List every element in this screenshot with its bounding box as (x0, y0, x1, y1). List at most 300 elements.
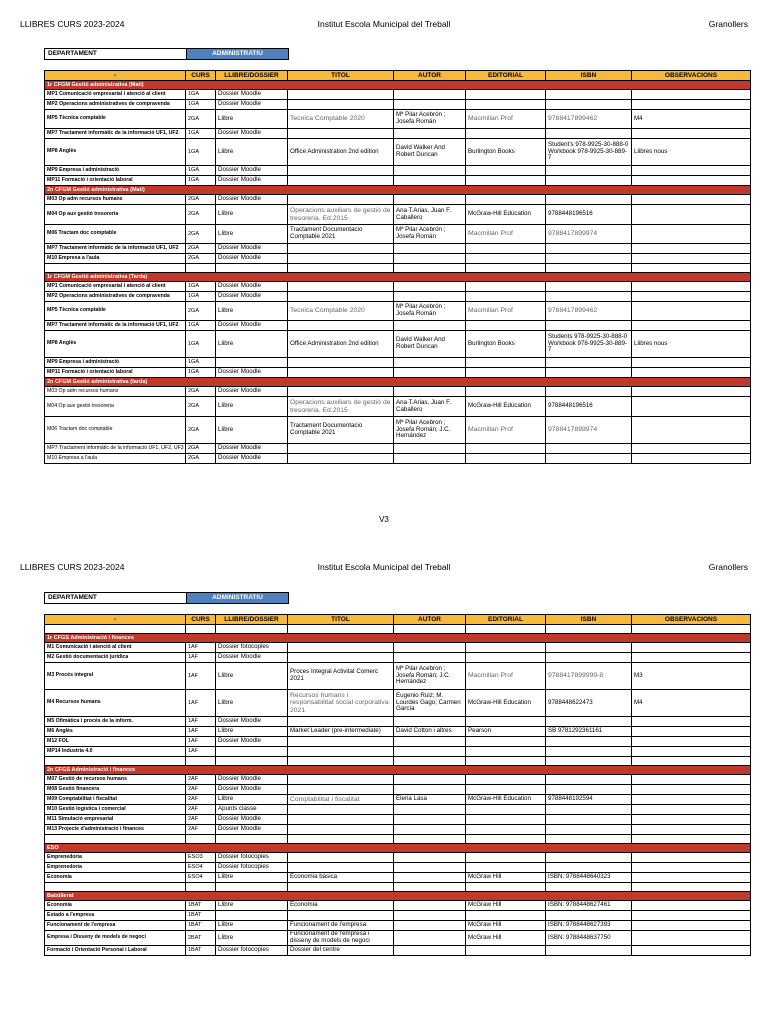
observacions-cell (632, 302, 751, 321)
titol-cell (288, 775, 394, 785)
llibre-cell: Dossier fotocopies (216, 853, 288, 863)
empty-cell (216, 835, 288, 844)
table-row (45, 815, 751, 825)
isbn-cell: 9788417899999-8 (546, 663, 632, 690)
curs-cell: 1GA (186, 129, 216, 139)
page-footer: V3 (379, 515, 389, 524)
module-cell: Emprenedoria (45, 863, 186, 873)
school-name: Institut Escola Municipal del Treball (317, 562, 451, 572)
column-header-row (45, 71, 751, 81)
col-header-llibre: LLIBRE/DOSSIER (216, 71, 288, 81)
table-row (45, 863, 751, 873)
module-cell: M07 Gestió de recursos humans (45, 775, 186, 785)
module-cell: MP7 Tractament informàtic de la informació UF1, UF2 (45, 244, 186, 254)
editorial-cell (466, 643, 546, 653)
llibre-cell: Llibre (216, 663, 288, 690)
table-row (45, 853, 751, 863)
module-cell: MP11 Formació i orientació laboral (45, 176, 186, 186)
table-row (45, 825, 751, 835)
section-header-row (45, 766, 751, 775)
empty-cell (186, 835, 216, 844)
autor-cell (394, 873, 466, 883)
observacions-cell: Llibres nous (632, 331, 751, 358)
curs-cell: 1BAT (186, 921, 216, 931)
isbn-cell: 9788417899974 (546, 225, 632, 244)
module-cell: MP7 Tractament informàtic de la informació UF1, UF2 (45, 321, 186, 331)
isbn-cell (546, 195, 632, 205)
observacions-cell (632, 176, 751, 186)
module-cell: MP14 Industria 4.0 (45, 747, 186, 757)
llibre-cell (216, 358, 288, 368)
curs-cell: 2AF (186, 785, 216, 795)
curs-cell: 1AF (186, 727, 216, 737)
editorial-cell (466, 775, 546, 785)
isbn-cell (546, 737, 632, 747)
autor-cell (394, 387, 466, 397)
page-header-2 (20, 562, 748, 576)
table-row (45, 911, 751, 921)
section-header-row (45, 634, 751, 643)
table-row (45, 690, 751, 717)
curs-cell: 1AF (186, 690, 216, 717)
llibre-cell: Llibre (216, 873, 288, 883)
isbn-cell (546, 387, 632, 397)
module-cell: MP8 Anglès (45, 139, 186, 166)
autor-cell: Mª Pilar Acebrón ; Josefa Román (394, 302, 466, 321)
curs-cell: 2AF (186, 815, 216, 825)
editorial-cell (466, 737, 546, 747)
autor-cell (394, 747, 466, 757)
isbn-cell: 9788448196516 (546, 397, 632, 417)
isbn-cell (546, 166, 632, 176)
section-header-row (45, 844, 751, 853)
page-header-1 (20, 19, 748, 33)
editorial-cell: McGraw-Hill Education (466, 397, 546, 417)
llibre-cell: Dossier Moodle (216, 292, 288, 302)
empty-cell (216, 264, 288, 273)
curs-cell: 1AF (186, 737, 216, 747)
empty-cell (632, 625, 751, 634)
empty-cell (546, 883, 632, 892)
observacions-cell (632, 387, 751, 397)
autor-cell (394, 129, 466, 139)
titol-cell: Tecnica Comptable 2020 (288, 110, 394, 129)
editorial-cell (466, 195, 546, 205)
autor-cell (394, 815, 466, 825)
isbn-cell (546, 254, 632, 264)
table-row (45, 387, 751, 397)
module-cell: MP2 Operacions administratives de compravenda (45, 292, 186, 302)
llibre-cell: Dossier Moodle (216, 785, 288, 795)
col-header-isbn: ISBN (546, 71, 632, 81)
module-cell: MP8 Anglès (45, 331, 186, 358)
empty-cell (632, 883, 751, 892)
table-row (45, 901, 751, 911)
titol-cell (288, 643, 394, 653)
editorial-cell: McGraw-Hill Education (466, 690, 546, 717)
curs-cell: 2AF (186, 775, 216, 785)
editorial-cell: McGraw-Hill Education (466, 795, 546, 805)
titol-cell (288, 176, 394, 186)
titol-cell (288, 90, 394, 100)
llibre-cell: Dossier Moodle (216, 653, 288, 663)
table-row (45, 653, 751, 663)
section-header-row (45, 378, 751, 387)
department-label: DEPARTAMENT (45, 593, 186, 603)
isbn-cell: Student's 978-9925-30-888-0 Workbook 978-9925-30-889-7 (546, 139, 632, 166)
isbn-cell (546, 911, 632, 921)
table-row (45, 139, 751, 166)
col-header-curs: CURS (186, 615, 216, 625)
editorial-cell: Macmillan Prof (466, 110, 546, 129)
module-cell: Formació i Orientació Personal i Laboral (45, 946, 186, 956)
observacions-cell (632, 795, 751, 805)
empty-cell (288, 625, 394, 634)
col-header-isbn: ISBN (546, 615, 632, 625)
titol-cell: Economia bàsica (288, 873, 394, 883)
autor-cell (394, 737, 466, 747)
table-row (45, 931, 751, 946)
autor-cell: Ana T.Arias, Juan F. Caballero (394, 397, 466, 417)
observacions-cell (632, 946, 751, 956)
observacions-cell (632, 853, 751, 863)
autor-cell (394, 368, 466, 378)
section-title: Batxillerat (45, 892, 751, 901)
module-cell: M06 Tractam doc comptable (45, 225, 186, 244)
curs-cell: 1AF (186, 653, 216, 663)
observacions-cell (632, 747, 751, 757)
autor-cell (394, 911, 466, 921)
isbn-cell (546, 176, 632, 186)
curs-cell: 1GA (186, 321, 216, 331)
table-row (45, 225, 751, 244)
empty-cell (45, 883, 186, 892)
curs-cell: 2BAT (186, 931, 216, 946)
module-cell: MP1 Comunicació empresarial i atenció al client (45, 90, 186, 100)
empty-cell (632, 264, 751, 273)
autor-cell (394, 90, 466, 100)
llibre-cell: Llibre (216, 302, 288, 321)
llibre-cell: Dossier Moodle (216, 368, 288, 378)
table-row (45, 444, 751, 454)
isbn-cell (546, 853, 632, 863)
titol-cell: Operacions auxiliars de gestió de tresoreria. Ed.2015 (288, 397, 394, 417)
curs-cell: 1GA (186, 292, 216, 302)
module-cell: M03 Op adm recursos humans (45, 387, 186, 397)
llibre-cell: Dossier Moodle (216, 195, 288, 205)
observacions-cell (632, 205, 751, 225)
isbn-cell (546, 775, 632, 785)
titol-cell (288, 244, 394, 254)
table-row (45, 292, 751, 302)
observacions-cell: M4 (632, 690, 751, 717)
observacions-cell (632, 129, 751, 139)
editorial-cell (466, 244, 546, 254)
observacions-cell (632, 863, 751, 873)
observacions-cell (632, 653, 751, 663)
isbn-cell (546, 643, 632, 653)
blank-row (45, 835, 751, 844)
editorial-cell (466, 946, 546, 956)
llibre-cell: Dossier Moodle (216, 166, 288, 176)
curs-cell: 2GA (186, 195, 216, 205)
blank-row (45, 757, 751, 766)
col-header-observacions: OBSERVACIONS (632, 71, 751, 81)
editorial-cell (466, 100, 546, 110)
titol-cell: Operacions auxiliars de gestió de tresoreria. Ed.2015 (288, 205, 394, 225)
isbn-cell: 9788448622473 (546, 690, 632, 717)
observacions-cell: Llibres nous (632, 139, 751, 166)
books-table-1 (44, 70, 751, 464)
module-cell: M08 Gestió financera (45, 785, 186, 795)
titol-cell (288, 358, 394, 368)
llibre-cell: Llibre (216, 690, 288, 717)
table-row (45, 737, 751, 747)
titol-cell (288, 454, 394, 464)
llibre-cell: Dossier Moodle (216, 244, 288, 254)
llibre-cell: Dossier Moodle (216, 815, 288, 825)
col-header-titol: TITOL (288, 71, 394, 81)
document-title: LLIBRES CURS 2023-2024 (20, 562, 125, 572)
editorial-cell (466, 282, 546, 292)
llibre-cell: Dossier Moodle (216, 775, 288, 785)
isbn-cell (546, 282, 632, 292)
module-cell: M12 FOL (45, 737, 186, 747)
section-title: 1r CFGS Administració i finances (45, 634, 751, 643)
isbn-cell (546, 747, 632, 757)
observacions-cell (632, 100, 751, 110)
isbn-cell (546, 100, 632, 110)
titol-cell (288, 100, 394, 110)
section-header-row (45, 273, 751, 282)
autor-cell (394, 244, 466, 254)
table-row (45, 282, 751, 292)
table-row (45, 663, 751, 690)
editorial-cell (466, 254, 546, 264)
titol-cell (288, 321, 394, 331)
llibre-cell: Dossier Moodle (216, 825, 288, 835)
table-row (45, 331, 751, 358)
module-cell: MP9 Empresa i administració (45, 166, 186, 176)
table-row (45, 921, 751, 931)
table-row (45, 417, 751, 444)
titol-cell (288, 387, 394, 397)
table-row (45, 873, 751, 883)
module-cell: Estado a l'empresa (45, 911, 186, 921)
curs-cell: 2GA (186, 387, 216, 397)
isbn-cell (546, 815, 632, 825)
blank-row (45, 264, 751, 273)
module-cell: Empresa i Disseny de models de negoci (45, 931, 186, 946)
autor-cell (394, 853, 466, 863)
llibre-cell: Dossier fotocopies (216, 946, 288, 956)
isbn-cell: 9788448192594 (546, 795, 632, 805)
curs-cell: 2GA (186, 110, 216, 129)
llibre-cell: Dossier Moodle (216, 321, 288, 331)
titol-cell (288, 254, 394, 264)
department-box-2 (44, 592, 289, 604)
module-cell: M2 Gestió documentació jurídica (45, 653, 186, 663)
titol-cell (288, 195, 394, 205)
autor-cell (394, 100, 466, 110)
llibre-cell: Dossier Moodle (216, 129, 288, 139)
isbn-cell (546, 825, 632, 835)
observacions-cell (632, 417, 751, 444)
section-title: 1r CFGM Gestió administrativa (Matí) (45, 81, 751, 90)
table-row (45, 129, 751, 139)
titol-cell (288, 863, 394, 873)
table-row (45, 368, 751, 378)
editorial-cell (466, 358, 546, 368)
autor-cell: Mª Pilar Acebrón ; Josefa Román (394, 225, 466, 244)
titol-cell (288, 444, 394, 454)
titol-cell: Tractament Documentacio Comptable 2021 (288, 417, 394, 444)
titol-cell (288, 166, 394, 176)
curs-cell: 1GA (186, 90, 216, 100)
titol-cell: Office Administration 2nd edition (288, 331, 394, 358)
autor-cell (394, 825, 466, 835)
module-cell: M10 Empresa a l'aula (45, 454, 186, 464)
curs-cell: 1AF (186, 717, 216, 727)
titol-cell (288, 785, 394, 795)
empty-cell (45, 625, 186, 634)
empty-cell (216, 625, 288, 634)
col-header-llibre: LLIBRE/DOSSIER (216, 615, 288, 625)
observacions-cell (632, 292, 751, 302)
editorial-cell: Macmillan Prof (466, 225, 546, 244)
empty-cell (394, 835, 466, 844)
table-row (45, 195, 751, 205)
autor-cell (394, 785, 466, 795)
document-title: LLIBRES CURS 2023-2024 (20, 19, 125, 29)
isbn-cell: 9788417899462 (546, 110, 632, 129)
module-cell: Economia (45, 901, 186, 911)
curs-cell: 1GA (186, 368, 216, 378)
section-header-row (45, 81, 751, 90)
empty-cell (45, 264, 186, 273)
department-value: ADMINISTRATIU (186, 593, 288, 603)
curs-cell: 1AF (186, 643, 216, 653)
module-cell: M5 Ofimàtica i procés de la inform. (45, 717, 186, 727)
llibre-cell: Dossier Moodle (216, 90, 288, 100)
table-row (45, 454, 751, 464)
module-cell: M6 Anglès (45, 727, 186, 737)
editorial-cell: Pearson (466, 727, 546, 737)
module-cell: M04 Op aux gestió tresoreria (45, 397, 186, 417)
llibre-cell: Dossier fotocopies (216, 643, 288, 653)
llibre-cell: Dossier Moodle (216, 717, 288, 727)
module-cell: Emprenedoria (45, 853, 186, 863)
llibre-cell: Dossier Moodle (216, 387, 288, 397)
observacions-cell (632, 225, 751, 244)
editorial-cell (466, 90, 546, 100)
llibre-cell: Dossier fotocopies (216, 863, 288, 873)
autor-cell (394, 282, 466, 292)
editorial-cell: McGraw Hill (466, 931, 546, 946)
curs-cell: ESO3 (186, 853, 216, 863)
table-row (45, 254, 751, 264)
empty-cell (288, 264, 394, 273)
titol-cell (288, 853, 394, 863)
titol-cell (288, 129, 394, 139)
llibre-cell: Apunts classe (216, 805, 288, 815)
editorial-cell (466, 717, 546, 727)
llibre-cell: Llibre (216, 205, 288, 225)
empty-cell (394, 625, 466, 634)
editorial-cell (466, 853, 546, 863)
isbn-cell: ISBN: 9788448627461 (546, 901, 632, 911)
module-cell: MP11 Formació i orientació laboral (45, 368, 186, 378)
autor-cell (394, 292, 466, 302)
editorial-cell (466, 825, 546, 835)
autor-cell (394, 946, 466, 956)
blank-row (45, 625, 751, 634)
autor-cell: Eugenio Ruiz; M. Lourdes Gago; Carmen García (394, 690, 466, 717)
curs-cell: 2GA (186, 225, 216, 244)
autor-cell (394, 805, 466, 815)
titol-cell (288, 815, 394, 825)
autor-cell (394, 454, 466, 464)
school-name: Institut Escola Municipal del Treball (317, 19, 451, 29)
table-row (45, 176, 751, 186)
autor-cell (394, 321, 466, 331)
editorial-cell: Macmillan Prof (466, 302, 546, 321)
editorial-cell (466, 444, 546, 454)
empty-cell (546, 835, 632, 844)
isbn-cell: ISBN: 9788448627393 (546, 921, 632, 931)
empty-cell (216, 757, 288, 766)
observacions-cell (632, 873, 751, 883)
empty-cell (466, 835, 546, 844)
empty-cell (288, 757, 394, 766)
observacions-cell (632, 805, 751, 815)
module-cell: M3 Procés integral (45, 663, 186, 690)
isbn-cell (546, 358, 632, 368)
titol-cell: Office Administration 2nd edition (288, 139, 394, 166)
isbn-cell (546, 90, 632, 100)
titol-cell (288, 717, 394, 727)
curs-cell: 2GA (186, 205, 216, 225)
curs-cell: 1GA (186, 331, 216, 358)
empty-cell (186, 264, 216, 273)
isbn-cell (546, 292, 632, 302)
editorial-cell (466, 805, 546, 815)
observacions-cell (632, 727, 751, 737)
titol-cell (288, 653, 394, 663)
llibre-cell: Llibre (216, 921, 288, 931)
editorial-cell (466, 911, 546, 921)
llibre-cell: Dossier Moodle (216, 444, 288, 454)
isbn-cell: ISBN: 9788448637750 (546, 931, 632, 946)
isbn-cell (546, 444, 632, 454)
editorial-cell: McGraw Hill (466, 901, 546, 911)
titol-cell: Economia (288, 901, 394, 911)
llibre-cell: Llibre (216, 397, 288, 417)
empty-cell (466, 757, 546, 766)
col-header-autor: AUTOR (394, 71, 466, 81)
titol-cell (288, 825, 394, 835)
curs-cell: 1AF (186, 747, 216, 757)
col-header-observacions: OBSERVACIONS (632, 615, 751, 625)
editorial-cell (466, 129, 546, 139)
empty-cell (186, 625, 216, 634)
table-row (45, 805, 751, 815)
table-row (45, 100, 751, 110)
col-header-autor: AUTOR (394, 615, 466, 625)
curs-cell: 1AF (186, 663, 216, 690)
llibre-cell: Dossier Moodle (216, 454, 288, 464)
editorial-cell: McGraw Hill (466, 873, 546, 883)
